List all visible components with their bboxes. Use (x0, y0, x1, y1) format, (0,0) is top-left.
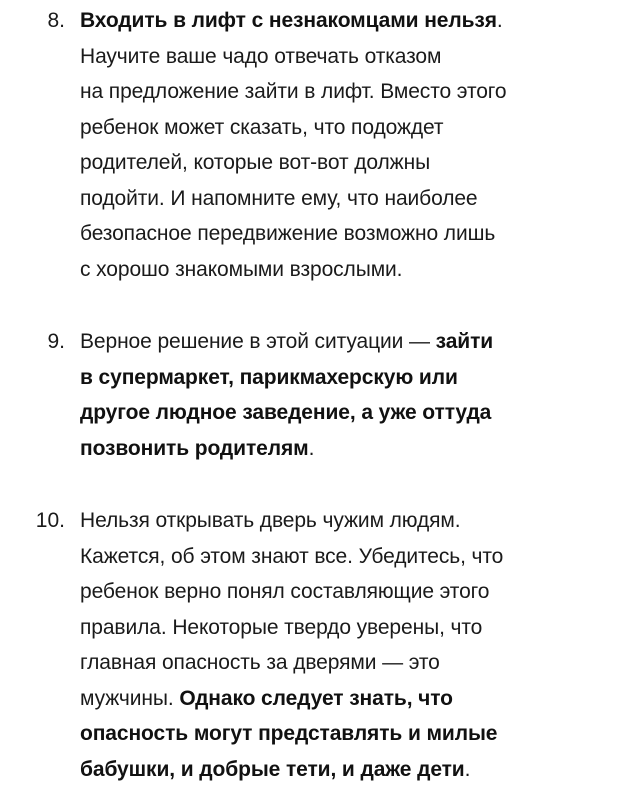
plain-text: мужчины. (80, 686, 180, 710)
plain-text: Нельзя открывать дверь чужим людям. (80, 509, 461, 532)
list-item-text (80, 503, 610, 787)
list-item-number: 10. (35, 509, 65, 532)
list-item-text (80, 3, 610, 287)
plain-text: Верное решение в этой ситуации — (80, 330, 436, 353)
plain-text: подойти. И напомните ему, что наиболее (80, 186, 478, 210)
bold-text: в супермаркет, парикмахерскую или (80, 365, 458, 389)
bold-text: другое людное заведение, а уже оттуда (80, 401, 492, 424)
text-line (80, 110, 610, 146)
plain-text: Научите ваше чадо отвечать отказом (80, 44, 442, 68)
list-item (0, 3, 630, 287)
text-line (80, 610, 610, 646)
bold-text: бабушки, и добрые тети, и даже дети (80, 757, 465, 781)
text-line (80, 681, 610, 717)
plain-text: главная опасность за дверями — это (80, 651, 440, 674)
text-line (80, 39, 610, 75)
text-line (80, 181, 610, 217)
plain-text: Кажется, об этом знают все. Убедитесь, что (80, 544, 504, 568)
plain-text: ребенок может сказать, что подождет (80, 115, 444, 139)
text-line (80, 252, 610, 288)
list-item (0, 503, 630, 787)
plain-text: . (496, 9, 503, 32)
plain-text: безопасное передвижение возможно лишь (80, 222, 496, 245)
bold-text: позвонить родителям (80, 436, 309, 460)
list-item (0, 324, 630, 466)
text-line (80, 752, 610, 788)
bold-text: Однако следует знать, что (179, 686, 453, 710)
text-line (80, 539, 610, 575)
plain-text: родителей, которые вот-вот должны (80, 151, 431, 174)
plain-text: ребенок верно понял составляющие этого (80, 580, 490, 603)
text-line (80, 503, 610, 539)
plain-text: правила. Некоторые твердо уверены, что (80, 615, 483, 639)
text-line (80, 395, 610, 431)
list-item-number: 9. (47, 330, 65, 353)
text-line (80, 645, 610, 681)
text-line (80, 716, 610, 752)
text-line (80, 216, 610, 252)
text-line (80, 574, 610, 610)
text-line (80, 431, 610, 467)
text-line (80, 74, 610, 110)
plain-text: . (308, 436, 315, 460)
text-line (80, 324, 610, 360)
bold-text: опасность могут представлять и милые (80, 722, 498, 745)
bold-text: Входить в лифт с незнакомцами нельзя (80, 9, 497, 32)
text-line (80, 360, 610, 396)
text-line (80, 145, 610, 181)
numbered-list (0, 3, 630, 787)
text-line (80, 3, 610, 39)
plain-text: с хорошо знакомыми взрослыми. (80, 257, 403, 281)
bold-text: зайти (435, 330, 494, 353)
plain-text: на предложение зайти в лифт. Вместо этого (80, 80, 507, 103)
list-item-number: 8. (47, 9, 65, 32)
list-item-text (80, 324, 610, 466)
plain-text: . (464, 757, 471, 781)
